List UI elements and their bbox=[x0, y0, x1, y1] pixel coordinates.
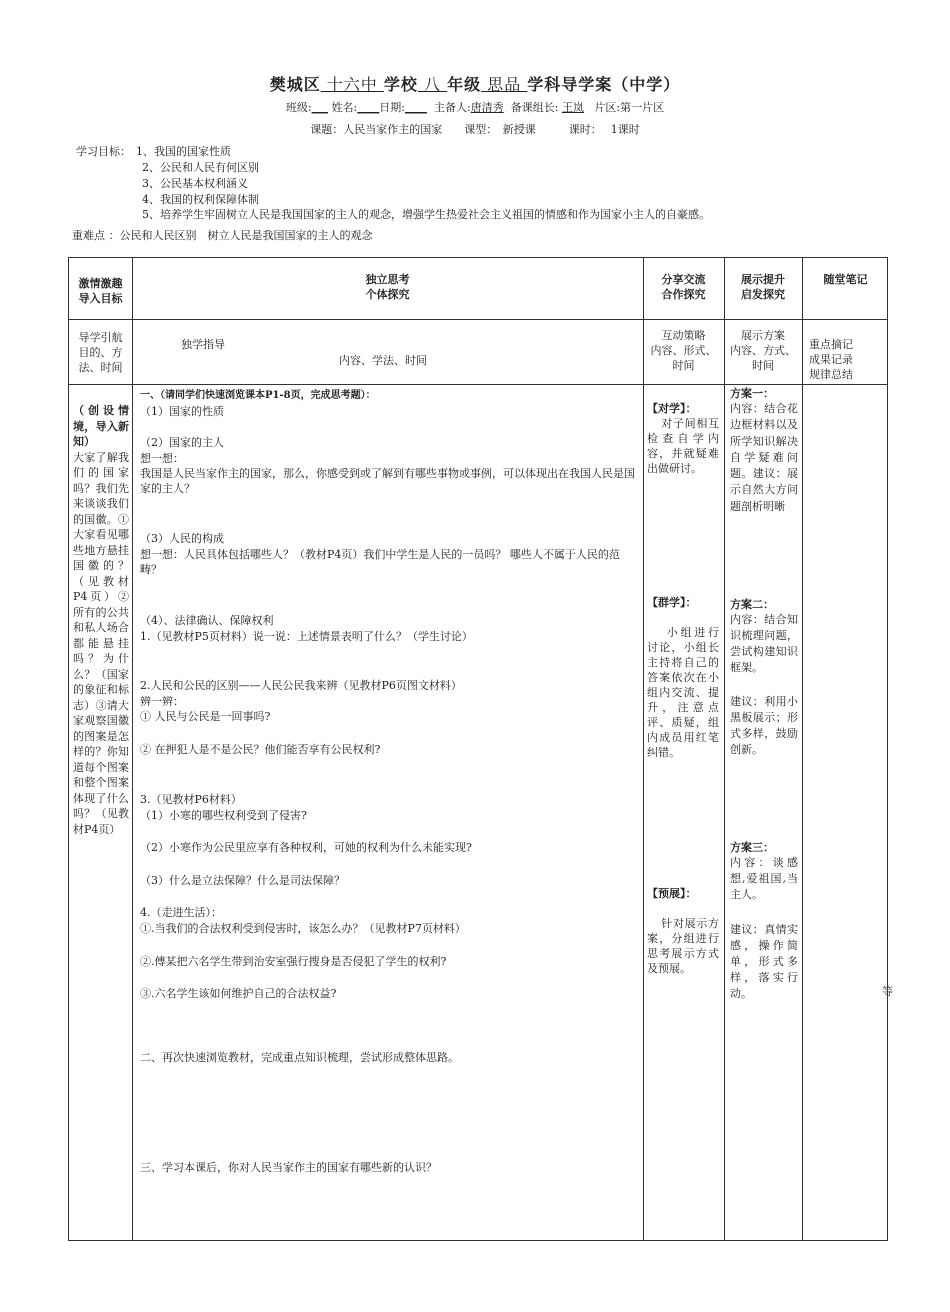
question: 4.（走进生活）： bbox=[140, 906, 222, 919]
plan3-text: 内容：谈感想,爱祖国,当主人。 bbox=[730, 856, 798, 901]
section3: 三、学习本课后，你对人民当家作主的国家有哪些新的认识？ bbox=[140, 1161, 437, 1174]
header-col3: 分享交流 合作探究 bbox=[661, 273, 706, 301]
question: 3.（见教材P6材料） bbox=[140, 793, 242, 806]
objective-item: 3、公民基本权利涵义 bbox=[142, 177, 248, 190]
plan2-label: 方案二： bbox=[730, 598, 774, 611]
info-line: 班级:___ 姓名:____日期:____ 主备人:唐清秀 备课组长: 王岚 片区:第一片区 bbox=[285, 101, 665, 114]
col-divider bbox=[802, 258, 803, 1240]
question: ②.傅某把六名学生带到治安室强行搜身是否侵犯了学生的权利? bbox=[140, 955, 447, 968]
question: ③.六名学生该如何维护自己的合法权益? bbox=[140, 987, 337, 1000]
study-table bbox=[68, 257, 888, 1241]
question: 我国是人民当家作主的国家，那么，你感受到或了解到有哪些事物或事例，可以体现出在我国人民是国家的主人？ bbox=[140, 467, 635, 495]
header-col5: 随堂笔记 bbox=[823, 273, 868, 286]
intro-column: （创设情境，导入新知） 大家了解我们的国家吗？我们先来谈谈我们的国徽。①大家看见哪些地方悬挂国徽的？（见教材P4页）②所有的公共和私人场合都能悬挂吗？为什么？（国家的象征和标志）③请大家观察国徽的图案是怎样的？你知道每个图案和整个图案体现了什么吗？（见教材P4页） bbox=[73, 404, 129, 836]
row-divider bbox=[69, 319, 887, 320]
col-divider bbox=[724, 258, 725, 1240]
plan3-suggestion: 建议：真情实感，操作简单，形式多样，落实行动。 bbox=[730, 923, 798, 1000]
objective-item: 1、我国的国家性质 bbox=[136, 145, 231, 158]
question: （3）什么是立法保障？什么是司法保障？ bbox=[140, 874, 345, 887]
subheader-col2-b: 内容、学法、时间 bbox=[339, 354, 427, 367]
header-col2: 独立思考 个体探究 bbox=[365, 273, 410, 301]
side-character: 等 bbox=[882, 985, 893, 998]
objective-item: 2、公民和人民有何区别 bbox=[142, 161, 259, 174]
plan2-text: 内容：结合知识梳理问题，尝试构建知识框架。 bbox=[730, 613, 798, 674]
question: 想一想：人民具体包括哪些人？（教材P4页）我们中学生是人民的一员吗？ 哪些人不属于人民的范畴？ bbox=[140, 548, 620, 576]
objectives-label: 学习目标： bbox=[76, 145, 131, 158]
duixue-text: 对子间相互检查自学内容，并就疑难出做研讨。 bbox=[647, 417, 719, 475]
qunxue-label: 【群学】： bbox=[647, 596, 697, 609]
question: （1）国家的性质 bbox=[140, 405, 224, 418]
question: 1.（见教材P5页材料）说一说：上述情景表明了什么？（学生讨论） bbox=[140, 630, 473, 643]
plan2-suggestion: 建议：利用小黑板展示；形式多样，鼓励创新。 bbox=[730, 695, 798, 756]
col-divider bbox=[132, 258, 133, 1240]
col-divider bbox=[643, 258, 644, 1240]
objective-item: 5、培养学生牢固树立人民是我国国家的主人的观念，增强学生热爱社会主义祖国的情感和作为国家小主人的自豪感。 bbox=[142, 208, 710, 221]
subheader-col3: 互动策略 内容、形式、 时间 bbox=[650, 329, 717, 372]
plan3-label: 方案三： bbox=[730, 841, 774, 854]
section1-heading: 一、（请同学们快速浏览课本P1-8页，完成思考题）： bbox=[140, 390, 376, 401]
header-col4: 展示提升 启发探究 bbox=[741, 273, 785, 301]
question: （4）、法律确认、保障权利 bbox=[140, 614, 274, 627]
qunxue-text: 小组进行讨论，小组长主持将自己的答案依次在小组内交流、提升，注意点评、质疑，组内成员用红笔纠错。 bbox=[647, 626, 719, 759]
course-line: 课题：人民当家作主的国家 课型： 新授课 课时： 1课时 bbox=[310, 123, 640, 136]
yuzhan-label: 【预展】： bbox=[647, 887, 697, 900]
subheader-col2-a: 独学指导 bbox=[181, 338, 225, 351]
question: 2.人民和公民的区别——人民公民我来辨（见教材P6页图文材料） bbox=[140, 679, 462, 692]
question: （2）小寒作为公民里应享有各种权利，可她的权利为什么未能实现? bbox=[140, 841, 472, 854]
yuzhan-text: 针对展示方案，分组进行思考展示方式及预展。 bbox=[647, 917, 719, 975]
subheader-col1: 导学引航 目的、方 法、时间 bbox=[78, 331, 123, 374]
objective-item: 4、我国的权利保障体制 bbox=[142, 193, 259, 206]
subheader-col4: 展示方案 内容、方式、 时间 bbox=[730, 329, 796, 372]
row-divider bbox=[69, 384, 887, 385]
question: （2）国家的主人 bbox=[140, 436, 224, 449]
question: ①.当我们的合法权利受到侵害时，该怎么办？（见教材P7页材料） bbox=[140, 922, 466, 935]
think-label: 想一想： bbox=[140, 452, 184, 465]
subheader-col5: 重点摘记 成果记录 规律总结 bbox=[809, 338, 853, 381]
question: ① 人民与公民是一回事吗? bbox=[140, 710, 271, 723]
page-title: 樊城区 十六中 学校 八 年级 思品 学科导学案（中学） bbox=[269, 75, 681, 94]
question: （1）小寒的哪些权利受到了侵害? bbox=[140, 809, 307, 822]
header-col1: 激情激趣 导入目标 bbox=[78, 277, 123, 305]
think-label: 辨一辨： bbox=[140, 695, 184, 708]
section2: 二、再次快速浏览教材，完成重点知识梳理，尝试形成整体思路。 bbox=[140, 1051, 459, 1064]
question: ② 在押犯人是不是公民？他们能否享有公民权利? bbox=[140, 743, 381, 756]
duixue-label: 【对学】： bbox=[647, 402, 697, 415]
plan1-text: 内容：结合花边框材料以及所学知识解决自学疑难问题。建议：展示自然大方问题剖析明晰 bbox=[730, 402, 798, 513]
key-points: 重难点 ：公民和人民区别 树立人民是我国国家的主人的观念 bbox=[72, 229, 373, 242]
question: （3）人民的构成 bbox=[140, 532, 224, 545]
plan1-label: 方案一： bbox=[730, 387, 774, 400]
